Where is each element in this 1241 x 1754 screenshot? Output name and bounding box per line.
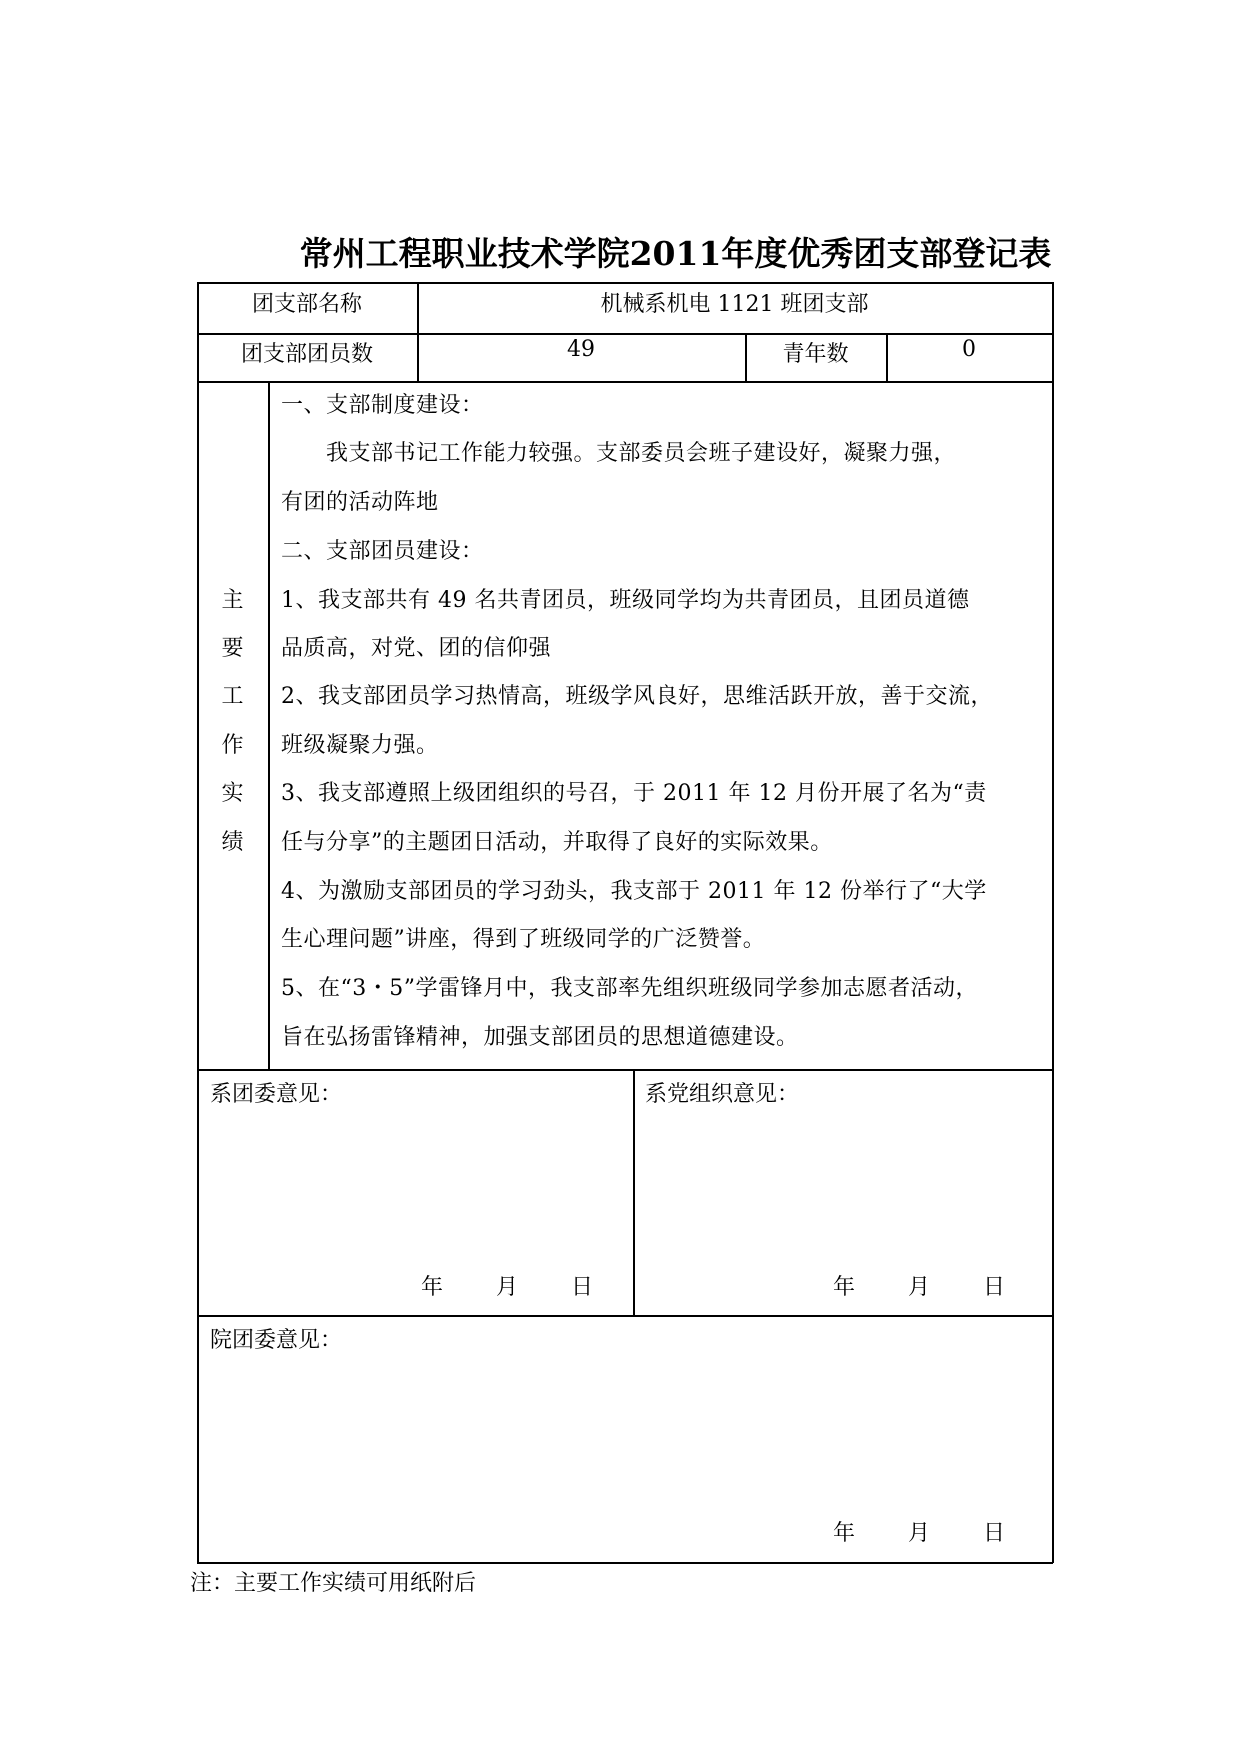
- text-line: 3、我支部遵照上级团组织的号召，于 2011 年 12 月份开展了名为“责: [281, 781, 987, 806]
- dept-party-date: [833, 1270, 1058, 1301]
- text-line: 一、支部制度建设：: [281, 393, 484, 418]
- text-line: 2、我支部团员学习热情高，班级学风良好，思维活跃开放，善于交流，: [281, 684, 993, 709]
- text-line: 我支部书记工作能力较强。支部委员会班子建设好，凝聚力强，: [281, 441, 957, 466]
- text-line: 旨在弘扬雷锋精神，加强支部团员的思想道德建设。: [281, 1025, 799, 1050]
- text-line: 品质高，对党、团的信仰强: [281, 636, 552, 661]
- text-line: 二、支部团员建设：: [281, 539, 484, 564]
- college-league-date: [833, 1516, 1058, 1547]
- day-label: 日: [983, 1521, 1006, 1546]
- form-title: 常州工程职业技术学院2011年度优秀团支部登记表: [299, 234, 1052, 273]
- footnote: 注：主要工作实绩可用纸附后: [190, 1571, 477, 1596]
- college-league-opinion-label: 院团委意见：: [210, 1328, 343, 1353]
- dept-league-date: [421, 1270, 646, 1301]
- text-line: 有团的活动阵地: [281, 490, 439, 515]
- text-line: 生心理问题”讲座，得到了班级同学的广泛赞誉。: [281, 927, 766, 952]
- dept-party-opinion-label: 系党组织意见：: [645, 1082, 800, 1107]
- branch-name-value: 机械系机电 1121 班团支部: [600, 292, 869, 317]
- text-line: 1、我支部共有 49 名共青团员，班级同学均为共青团员，且团员道德: [281, 588, 970, 613]
- label-char: 绩: [221, 830, 244, 855]
- label-char: 工: [221, 684, 244, 709]
- youth-count-label: 青年数: [782, 342, 849, 367]
- month-label: 月: [496, 1275, 519, 1300]
- text-line: 5、在“3・5”学雷锋月中，我支部率先组织班级同学参加志愿者活动，: [281, 976, 978, 1001]
- member-count-label: 团支部团员数: [240, 342, 373, 367]
- label-char: 要: [221, 636, 244, 661]
- member-count-value: 49: [567, 337, 595, 362]
- label-char: 作: [221, 733, 244, 758]
- youth-count-value: 0: [962, 337, 976, 362]
- day-label: 日: [571, 1275, 594, 1300]
- text-line: 班级凝聚力强。: [281, 733, 439, 758]
- year-label: 年: [833, 1521, 856, 1546]
- month-label: 月: [908, 1275, 931, 1300]
- day-label: 日: [983, 1275, 1006, 1300]
- year-label: 年: [421, 1275, 444, 1300]
- label-char: 实: [221, 781, 244, 806]
- branch-name-label: 团支部名称: [251, 292, 362, 317]
- text-line: 任与分享”的主题团日活动，并取得了良好的实际效果。: [281, 830, 833, 855]
- year-label: 年: [833, 1275, 856, 1300]
- month-label: 月: [908, 1521, 931, 1546]
- label-char: 主: [221, 588, 244, 613]
- text-line: 4、为激励支部团员的学习劲头，我支部于 2011 年 12 份举行了“大学: [281, 879, 987, 904]
- dept-league-opinion-label: 系团委意见：: [210, 1082, 343, 1107]
